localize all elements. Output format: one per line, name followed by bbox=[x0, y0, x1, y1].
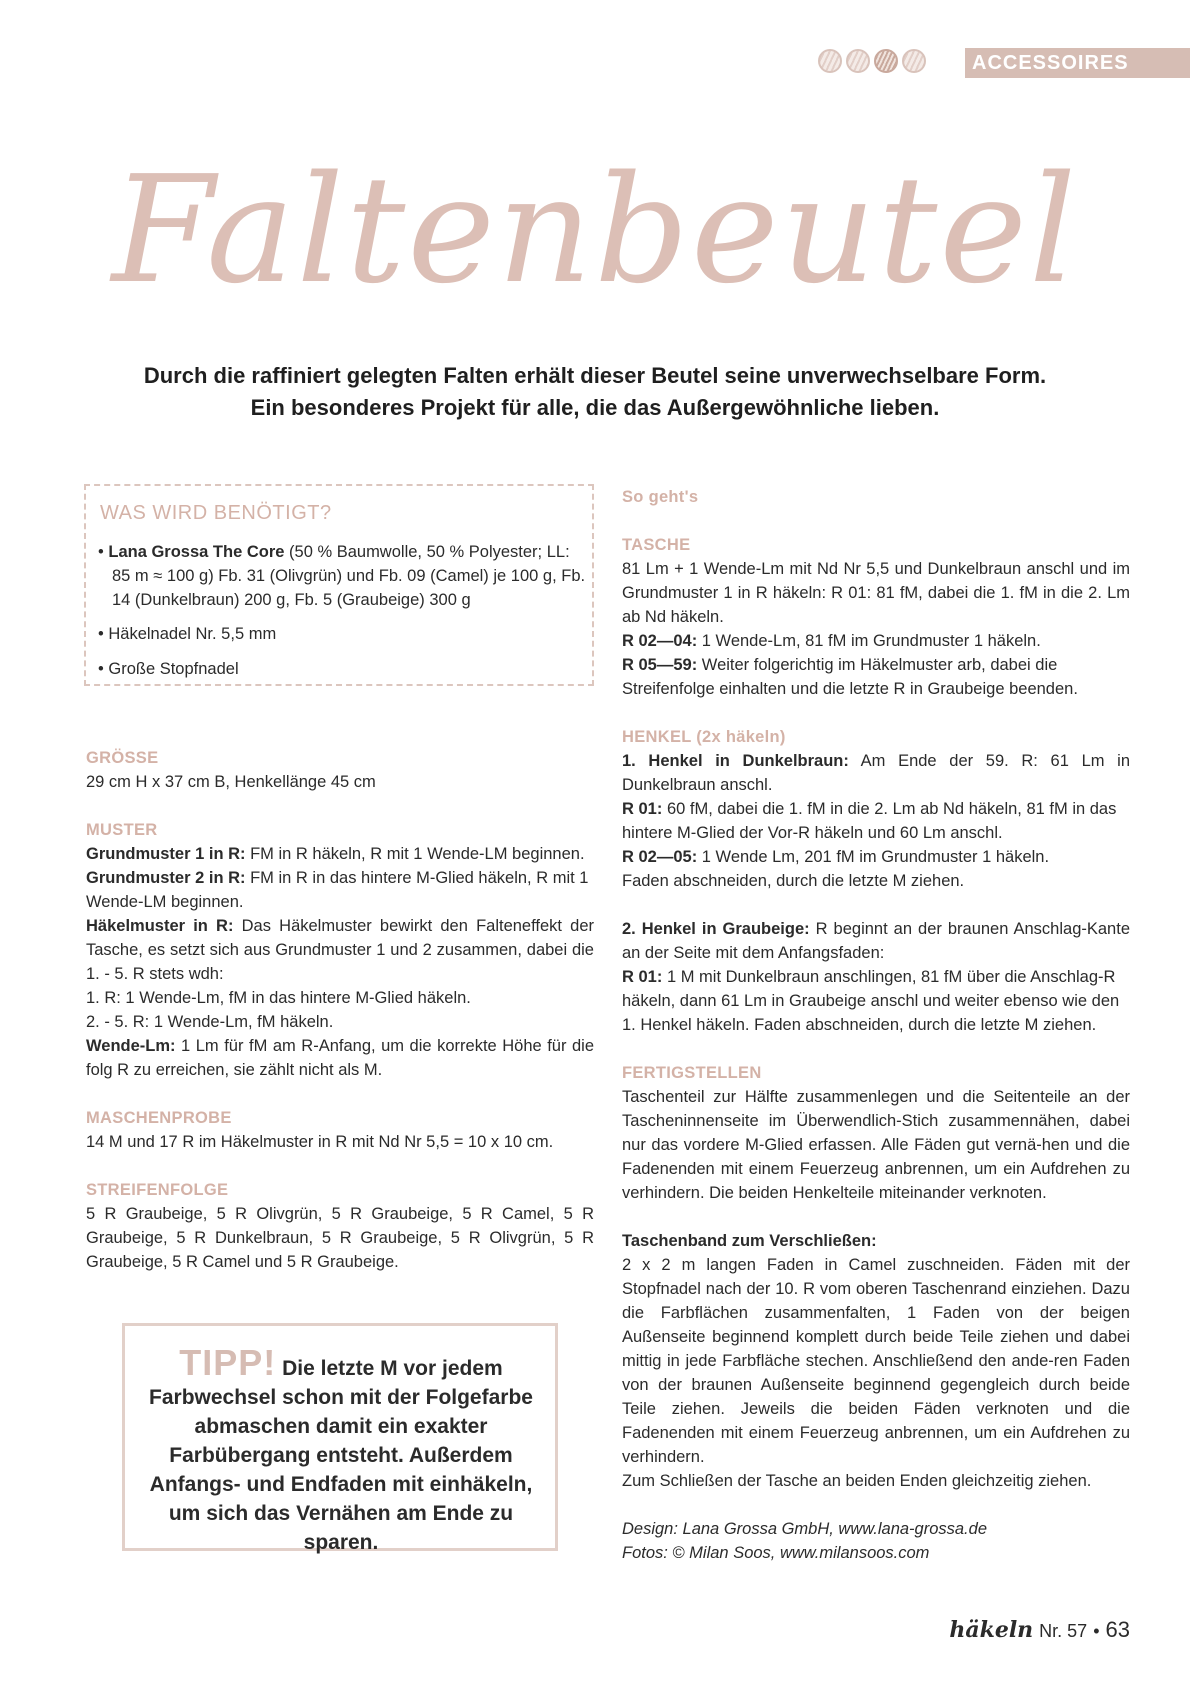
drawstring-text: 2 x 2 m langen Faden in Camel zuschneiden. Fäden mit der Stopfnadel nach der 10. R vom oberen Taschenrand einziehen. Dazu die Farbflächen zusammenfalten, 1 Faden von der beigen Außenseite beginnend komplett durch beide Teile ziehen und dabei mittig in jede Farbfläche stechen. Anschließend den ande-ren Faden von der braunen Außenseite beginnend gegengleich durch beide Teile ziehen. Jeweils die beiden Fäden verknoten und die Fadenenden mit einem Feuerzeug anbrennen, um ein Aufdrehen zu verhindern. bbox=[622, 1256, 1130, 1466]
intro-line-2: Ein besonderes Projekt für alle, die das Außergewöhnliche lieben. bbox=[250, 395, 940, 420]
materials-heading: WAS WIRD BENÖTIGT? bbox=[100, 502, 332, 524]
handle-2 bbox=[622, 917, 1130, 965]
tip-text bbox=[136, 1342, 546, 1557]
magazine-brand: häkeln bbox=[949, 1617, 1034, 1643]
drawstring-closing: Zum Schließen der Tasche an beiden Enden gleichzeitig ziehen. bbox=[622, 1472, 1092, 1490]
credit-photos: Fotos: © Milan Soos, www.milansoos.com bbox=[622, 1544, 930, 1562]
finish-heading: FERTIGSTELLEN bbox=[622, 1064, 762, 1082]
yarn-brand: Lana Grossa The Core bbox=[108, 543, 285, 561]
finish-text: Taschenteil zur Hälfte zusammenlegen und die Seitenteile an der Tascheninnenseite im Überwendlich-Stich zusammennähen, dabei nur das vordere M-Glied erfassen. Alle Fäden gut vernä-hen und die Fadenenden mit einem Feuerzeug anbrennen, um ein Aufdrehen zu verhindern. Die beiden Henkelteile miteinander verknoten. bbox=[622, 1088, 1130, 1202]
drawstring-heading bbox=[622, 1229, 1130, 1253]
text: R beginnt an der braunen Anschlag-Kante an der Seite mit dem Anfangsfaden: bbox=[622, 920, 1130, 962]
bag-heading: TASCHE bbox=[622, 536, 691, 554]
materials-item-needle: • Große Stopfnadel bbox=[98, 660, 239, 678]
section-label: ACCESSOIRES bbox=[972, 52, 1129, 74]
instructions-heading: So geht's bbox=[622, 488, 699, 506]
credit-design: Design: Lana Grossa GmbH, www.lana-grossa.de bbox=[622, 1520, 987, 1538]
gauge-text: 14 M und 17 R im Häkelmuster in R mit Nd Nr 5,5 = 10 x 10 cm. bbox=[86, 1133, 554, 1151]
label: Häkelmuster in R: bbox=[86, 917, 234, 935]
yarn-ball-icon bbox=[846, 49, 870, 73]
gauge-heading: MASCHENPROBE bbox=[86, 1109, 232, 1127]
label: R 05—59: bbox=[622, 656, 698, 674]
label: 2. Henkel in Graubeige: bbox=[622, 920, 810, 938]
intro-line-1: Durch die raffiniert gelegten Falten erhält dieser Beutel seine unverwechselbare Form. bbox=[143, 363, 1047, 388]
pattern-row-1: 1. R: 1 Wende-Lm, fM in das hintere M-Glied häkeln. bbox=[86, 989, 471, 1007]
label: Wende-Lm: bbox=[86, 1037, 176, 1055]
bag-rows-5-59 bbox=[622, 653, 1130, 701]
pattern-row-2-5: 2. - 5. R: 1 Wende-Lm, fM häkeln. bbox=[86, 1013, 334, 1031]
pattern-heading: MUSTER bbox=[86, 821, 158, 839]
label: Grundmuster 1 in R: bbox=[86, 845, 246, 863]
bag-rows-2-4 bbox=[622, 629, 1130, 653]
tip-body: Die letzte M vor jedem Farbwechsel schon mit der Folgefarbe abmaschen damit ein exakter Farbübergang entsteht. Außerdem Anfangs- und Endfaden mit einhäkeln, um sich das Vernähen am Ende zu sparen. bbox=[149, 1357, 533, 1554]
label: R 01: bbox=[622, 800, 663, 818]
intro-text bbox=[60, 360, 1130, 424]
pattern-haekelmuster bbox=[86, 914, 594, 986]
bag-p1: 81 Lm + 1 Wende-Lm mit Nd Nr 5,5 und Dunkelbraun anschl und im Grundmuster 1 in R häkeln: R 01: 81 fM, dabei die 1. fM in die 2. Lm ab Nd häkeln. bbox=[622, 560, 1130, 626]
page-number: 63 bbox=[1105, 1617, 1130, 1642]
label: R 01: bbox=[622, 968, 663, 986]
pattern-grundmuster-1 bbox=[86, 842, 594, 866]
size-text: 29 cm H x 37 cm B, Henkellänge 45 cm bbox=[86, 773, 376, 791]
pattern-wende-lm bbox=[86, 1034, 594, 1082]
materials-item-hook: • Häkelnadel Nr. 5,5 mm bbox=[98, 625, 277, 643]
pattern-grundmuster-2 bbox=[86, 866, 594, 914]
yarn-ball-icon bbox=[818, 49, 842, 73]
issue-number: Nr. 57 bbox=[1039, 1621, 1088, 1641]
page-footer bbox=[949, 1617, 1130, 1643]
handle-1-row-01 bbox=[622, 797, 1130, 845]
size-heading: GRÖSSE bbox=[86, 749, 159, 767]
label: R 02—05: bbox=[622, 848, 698, 866]
text: Weiter folgerichtig im Häkelmuster arb, dabei die Streifenfolge einhalten und die letzte R in Graubeige beenden. bbox=[622, 656, 1078, 698]
text: Am Ende der 59. R: 61 Lm in Dunkelbraun anschl. bbox=[622, 752, 1131, 794]
text: 1 Wende-Lm, 81 fM im Grundmuster 1 häkeln. bbox=[697, 632, 1041, 650]
handle-1-end: Faden abschneiden, durch die letzte M ziehen. bbox=[622, 872, 965, 890]
handle-1 bbox=[622, 749, 1130, 797]
text: 1 Wende Lm, 201 fM im Grundmuster 1 häkeln. bbox=[697, 848, 1050, 866]
stripes-text: 5 R Graubeige, 5 R Olivgrün, 5 R Graubeige, 5 R Camel, 5 R Graubeige, 5 R Dunkelbraun, 5 R Graubeige, 5 R Olivgrün, 5 R Graubeige, 5 R Camel und 5 R Graubeige. bbox=[86, 1205, 594, 1271]
needle-text: Große Stopfnadel bbox=[108, 660, 239, 678]
label: Grundmuster 2 in R: bbox=[86, 869, 246, 887]
text: 60 fM, dabei die 1. fM in die 2. Lm ab Nd häkeln, 81 fM in das hintere M-Glied der Vor-R häkeln und 60 Lm anschl. bbox=[622, 800, 1117, 842]
handle-heading: HENKEL (2x häkeln) bbox=[622, 728, 786, 746]
page-title: Faltenbeutel bbox=[111, 144, 1079, 316]
handle-1-row-02-05 bbox=[622, 845, 1130, 869]
label: Taschenband zum Verschließen: bbox=[622, 1232, 877, 1250]
label: 1. Henkel in Dunkelbraun: bbox=[622, 752, 849, 770]
left-column bbox=[86, 746, 594, 1274]
yarn-ball-icon bbox=[902, 49, 926, 73]
hook-text: Häkelnadel Nr. 5,5 mm bbox=[108, 625, 277, 643]
yarn-details: (50 % Baumwolle, 50 % Polyester; LL: 85 m ≈ 100 g) Fb. 31 (Olivgrün) und Fb. 09 (Camel) je 100 g, Fb. 14 (Dunkelbraun) 200 g, Fb. 5 (Graubeige) 300 g bbox=[112, 543, 586, 609]
label: R 02—04: bbox=[622, 632, 698, 650]
footer-bullet: • bbox=[1093, 1621, 1100, 1641]
text: FM in R häkeln, R mit 1 Wende-LM beginnen. bbox=[245, 845, 585, 863]
right-column bbox=[622, 485, 1130, 1565]
stripes-heading: STREIFENFOLGE bbox=[86, 1181, 229, 1199]
text: FM in R in das hintere M-Glied häkeln, R mit 1 Wende-LM beginnen. bbox=[86, 869, 589, 911]
yarn-ball-icon bbox=[874, 49, 898, 73]
text: 1 M mit Dunkelbraun anschlingen, 81 fM über die Anschlag-R häkeln, dann 61 Lm in Graubeige anschl und weiter ebenso wie den 1. Henkel häkeln. Faden abschneiden, durch die letzte M ziehen. bbox=[622, 968, 1120, 1034]
materials-item-yarn: • Lana Grossa The Core (50 % Baumwolle, 50 % Polyester; LL: 85 m ≈ 100 g) Fb. 31 (Olivgrün) und Fb. 09 (Camel) je 100 g, Fb. 14 (Dunkelbraun) 200 g, Fb. 5 (Graubeige) 300 g bbox=[98, 543, 586, 609]
text: Das Häkelmuster bewirkt den Falteneffekt der Tasche, es setzt sich aus Grundmuster 1 und 2 zusammen, dabei die 1. - 5. R stets wdh: bbox=[86, 917, 594, 983]
text: 1 Lm für fM am R-Anfang, um die korrekte Höhe für die folg R zu erreichen, sie zählt nicht als M. bbox=[86, 1037, 594, 1079]
tip-label: TIPP! bbox=[179, 1342, 277, 1383]
handle-2-row-01 bbox=[622, 965, 1130, 1037]
